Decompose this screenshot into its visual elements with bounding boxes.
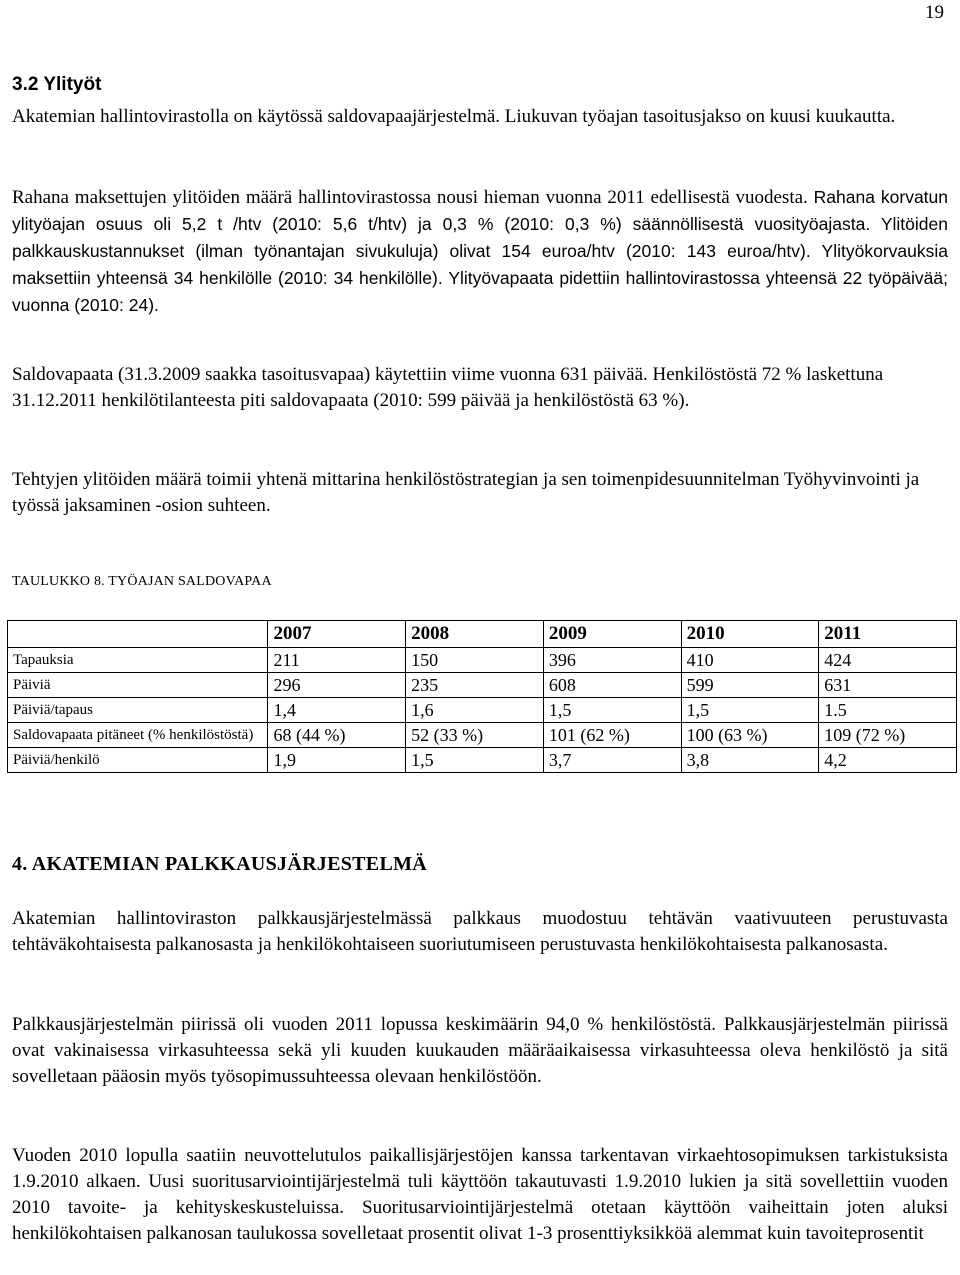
table-row: [8, 648, 957, 673]
table-header-cell: [8, 621, 268, 648]
table-cell: 1,5: [681, 698, 819, 723]
overtime-pay-sentence-serif: Rahana maksettujen ylitöiden määrä hallintovirastossa nousi hieman vuonna 2011 edellisestä vuodesta.: [12, 187, 808, 208]
table-cell: 296: [268, 673, 406, 698]
table-cell: 3,8: [681, 748, 819, 773]
table-header-cell: 2008: [406, 621, 544, 648]
table-cell: 631: [819, 673, 957, 698]
table-row-label: Päiviä/henkilö: [8, 748, 268, 773]
paragraph-pay-coverage: Palkkausjärjestelmän piirissä oli vuoden 2011 lopussa keskimäärin 94,0 % henkilöstöstä. Palkkausjärjestelmän piirissä ovat vakinaisessa virkasuhteessa sekä yli kuuden kuukauden määräaikaisessa virkasuhteessa oleva henkilöstö ja sitä sovelletaan pääosin myös työsopimussuhteessa olevaan henkilöstöön.: [12, 1014, 948, 1087]
table-cell: 1,5: [543, 698, 681, 723]
table-cell: 396: [543, 648, 681, 673]
table-cell: 52 (33 %): [406, 723, 544, 748]
table-cell: 599: [681, 673, 819, 698]
section-heading: 3.2 Ylityöt: [12, 74, 102, 95]
table-row: [8, 723, 957, 748]
table-header-cell: 2007: [268, 621, 406, 648]
table-cell: 424: [819, 648, 957, 673]
table-header-cell: 2010: [681, 621, 819, 648]
table-header-row: [8, 621, 957, 648]
paragraph-overtime-metric: Tehtyjen ylitöiden määrä toimii yhtenä mittarina henkilöstöstrategian ja sen toimenpidesuunnitelman Työhyvinvointi ja työssä jaksaminen -osion suhteen.: [12, 469, 920, 516]
table-row: [8, 698, 957, 723]
table-cell: 150: [406, 648, 544, 673]
paragraph-overtime-pay: [12, 184, 948, 319]
table-cell: 1,5: [406, 748, 544, 773]
table-row-label: Saldovapaata pitäneet (% henkilöstöstä): [8, 723, 268, 748]
table-cell: 410: [681, 648, 819, 673]
table-cell: 235: [406, 673, 544, 698]
table-cell: 3,7: [543, 748, 681, 773]
table-cell: 4,2: [819, 748, 957, 773]
table-row-label: Päiviä: [8, 673, 268, 698]
table-cell: 1,4: [268, 698, 406, 723]
paragraph-pay-system: Akatemian hallintoviraston palkkausjärjestelmässä palkkaus muodostuu tehtävän vaativuuteen perustuvasta tehtäväkohtaisesta palkanosasta ja henkilökohtaiseen suoriutumiseen perustuvasta henkilökohtaisesta palkanosasta.: [12, 908, 948, 955]
paragraph-pay-negotiation: Vuoden 2010 lopulla saatiin neuvottelutulos paikallisjärjestöjen kanssa tarkentavan virkaehtosopimuksen tarkistuksista 1.9.2010 alkaen. Uusi suoritusarviointijärjestelmä tuli käyttöön takautuvasti 1.9.2010 lukien ja sitä sovellettiin vuoden 2010 tavoite- ja kehityskeskusteluissa. Suoritusarviointijärjestelmä otetaan käyttöön vaiheittain joten aluksi henkilökohtaisen palkanosan taulukossa sovelletaat prosentit olivat 1-3 prosenttiyksikköä alemmat kuin tavoiteprosentit: [12, 1145, 948, 1244]
page-number: 19: [925, 2, 944, 23]
table-row: [8, 748, 957, 773]
table-cell: 608: [543, 673, 681, 698]
table-cell: 109 (72 %): [819, 723, 957, 748]
table-row-label: Päiviä/tapaus: [8, 698, 268, 723]
paragraph-saldovapaa-intro: Akatemian hallintovirastolla on käytössä saldovapaajärjestelmä. Liukuvan työajan tasoitusjakso on kuusi kuukautta.: [12, 106, 896, 127]
table-row-label: Tapauksia: [8, 648, 268, 673]
table-row: [8, 673, 957, 698]
table-header-cell: 2009: [543, 621, 681, 648]
table-cell: 1,6: [406, 698, 544, 723]
chapter-heading: 4. AKATEMIAN PALKKAUSJÄRJESTELMÄ: [12, 853, 428, 875]
paragraph-saldovapaa-usage: Saldovapaata (31.3.2009 saakka tasoitusvapaa) käytettiin viime vuonna 631 päivää. Henkilöstöstä 72 % laskettuna 31.12.2011 henkilötilanteesta piti saldovapaata (2010: 599 päivää ja henkilöstöstä 63 %).: [12, 364, 884, 411]
table-caption: TAULUKKO 8. TYÖAJAN SALDOVAPAA: [12, 574, 272, 589]
table-cell: 1,9: [268, 748, 406, 773]
table-cell: 101 (62 %): [543, 723, 681, 748]
saldovapaa-table: [7, 620, 957, 773]
table-cell: 211: [268, 648, 406, 673]
overtime-pay-details-sans: Rahana korvatun ylityöajan osuus oli 5,2 t /htv (2010: 5,6 t/htv) ja 0,3 % (2010: 0,3 %) säännöllisestä vuosityöajasta. Ylitöiden palkkauskustannukset (ilman työnantajan sivukuluja) olivat 154 euroa/htv (2010: 143 euroa/htv). Ylityökorvauksia maksettiin yhteensä 34 henkilölle (2010: 34 henkilölle). Ylityövapaata pidettiin hallintovirastossa yhteensä 22 työpäivää; vuonna (2010: 24).: [12, 187, 949, 315]
table-header-cell: 2011: [819, 621, 957, 648]
table-cell: 100 (63 %): [681, 723, 819, 748]
table-cell: 68 (44 %): [268, 723, 406, 748]
table-cell: 1.5: [819, 698, 957, 723]
